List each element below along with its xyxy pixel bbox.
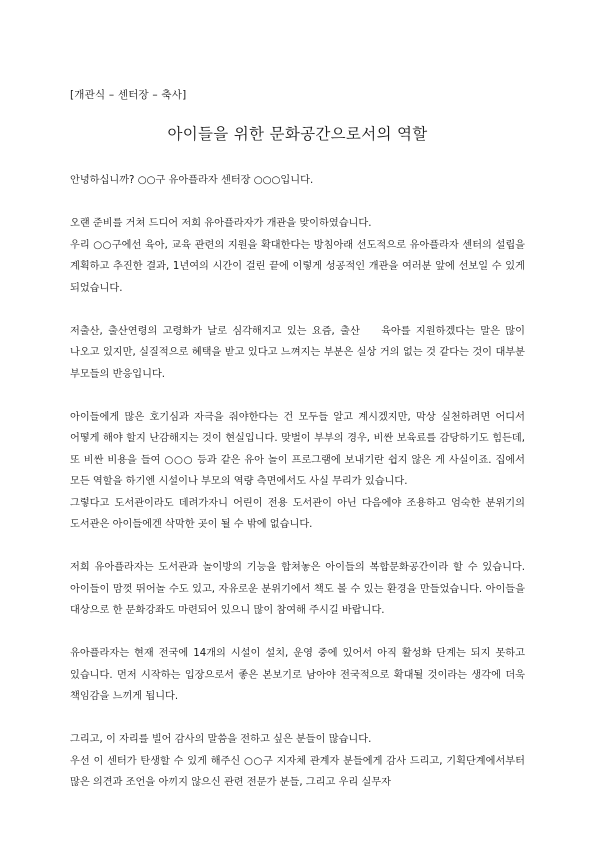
document-tag: [개관식 – 센터장 – 축사] xyxy=(70,89,187,101)
paragraph-gap xyxy=(70,385,525,407)
paragraph-gap xyxy=(70,708,525,730)
paragraph: 그리고, 이 자리를 빌어 감사의 말씀을 전하고 싶은 분들이 많습니다. xyxy=(70,734,372,745)
paragraph-gap xyxy=(70,622,525,644)
paragraph: 안녕하십니까? ○○구 유아플라자 센터장 ○○○입니다. xyxy=(70,175,314,186)
paragraph: 그렇다고 도서관이라도 데려가자니 어린이 전용 도서관이 아닌 다음에야 조용하고 엄숙한 분위기의 도서관은 아이들에겐 삭막한 곳이 될 수 밖에 없습니다. xyxy=(70,497,529,530)
paragraph: 우리 ○○구에선 육아, 교육 관련의 지원을 확대한다는 방침아래 선도적으로 유아플라자 센터의 설립을 계획하고 추진한 결과, 1년여의 시간이 걸린 끝에 이렇게 성공적인 개관을 여러분 앞에 선보일 수 있게 되었습니다. xyxy=(70,239,529,294)
paragraph-gap xyxy=(70,299,525,321)
paragraph: 유아플라자는 현재 전국에 14개의 시설이 설치, 운영 중에 있어서 아직 활성화 단계는 되지 못하고 있습니다. 먼저 시작하는 입장으로서 좋은 본보기로 남아야 전국적으로 확대될 것이라는 생각에 더욱 책임감을 느끼게 됩니다. xyxy=(70,648,529,702)
paragraph: 아이들에게 많은 호기심과 자극을 줘야한다는 건 모두들 알고 계시겠지만, 막상 실천하려면 어디서 어떻게 해야 할지 난감해지는 것이 현실입니다. 맞벌이 부부의 경우, 비싼 보육료를 감당하기도 힘든데, 또 비싼 비용을 들여 ○○○ 등과 같은 유아 놀이 프로그램에 보내기란 쉽지 않은 게 사실이죠. 집에서 모든 역할을 하기엔 시설이나 부모의 역량 측면에서도 사실 무리가 있습니다. xyxy=(70,411,529,487)
paragraph: 오랜 준비를 거쳐 드디어 저희 유아플라자가 개관을 맞이하였습니다. xyxy=(70,218,372,229)
paragraph: 우선 이 센터가 탄생할 수 있게 해주신 ○○구 지자체 관계자 분들에게 감사 드리고, 기획단계에서부터 많은 의견과 조언을 아끼지 않으신 관련 전문가 분들, 그리고 우리 실무자 xyxy=(70,755,529,788)
paragraph-gap xyxy=(70,536,525,558)
document-body xyxy=(70,170,529,794)
document-title: 아이들을 위한 문화공간으로서의 역할 xyxy=(167,125,428,143)
paragraph: 저출산, 출산연령의 고령화가 날로 심각해지고 있는 요즘, 출산 육아를 지원하겠다는 말은 많이 나오고 있지만, 실질적으로 혜택을 받고 있다고 느껴지는 부분은 실상 거의 없는 것 같다는 것이 대부분 부모들의 반응입니다. xyxy=(70,325,529,380)
paragraph: 저희 유아플라자는 도서관과 놀이방의 기능을 합쳐놓은 아이들의 복합문화공간이라 할 수 있습니다. 아이들이 맘껏 뛰어놀 수도 있고, 자유로운 분위기에서 책도 볼 수 있는 환경을 만들었습니다. 아이들을 대상으로 한 문화강좌도 마련되어 있으니 많이 참여해 주시길 바랍니다. xyxy=(70,562,529,616)
paragraph-gap xyxy=(70,192,525,214)
